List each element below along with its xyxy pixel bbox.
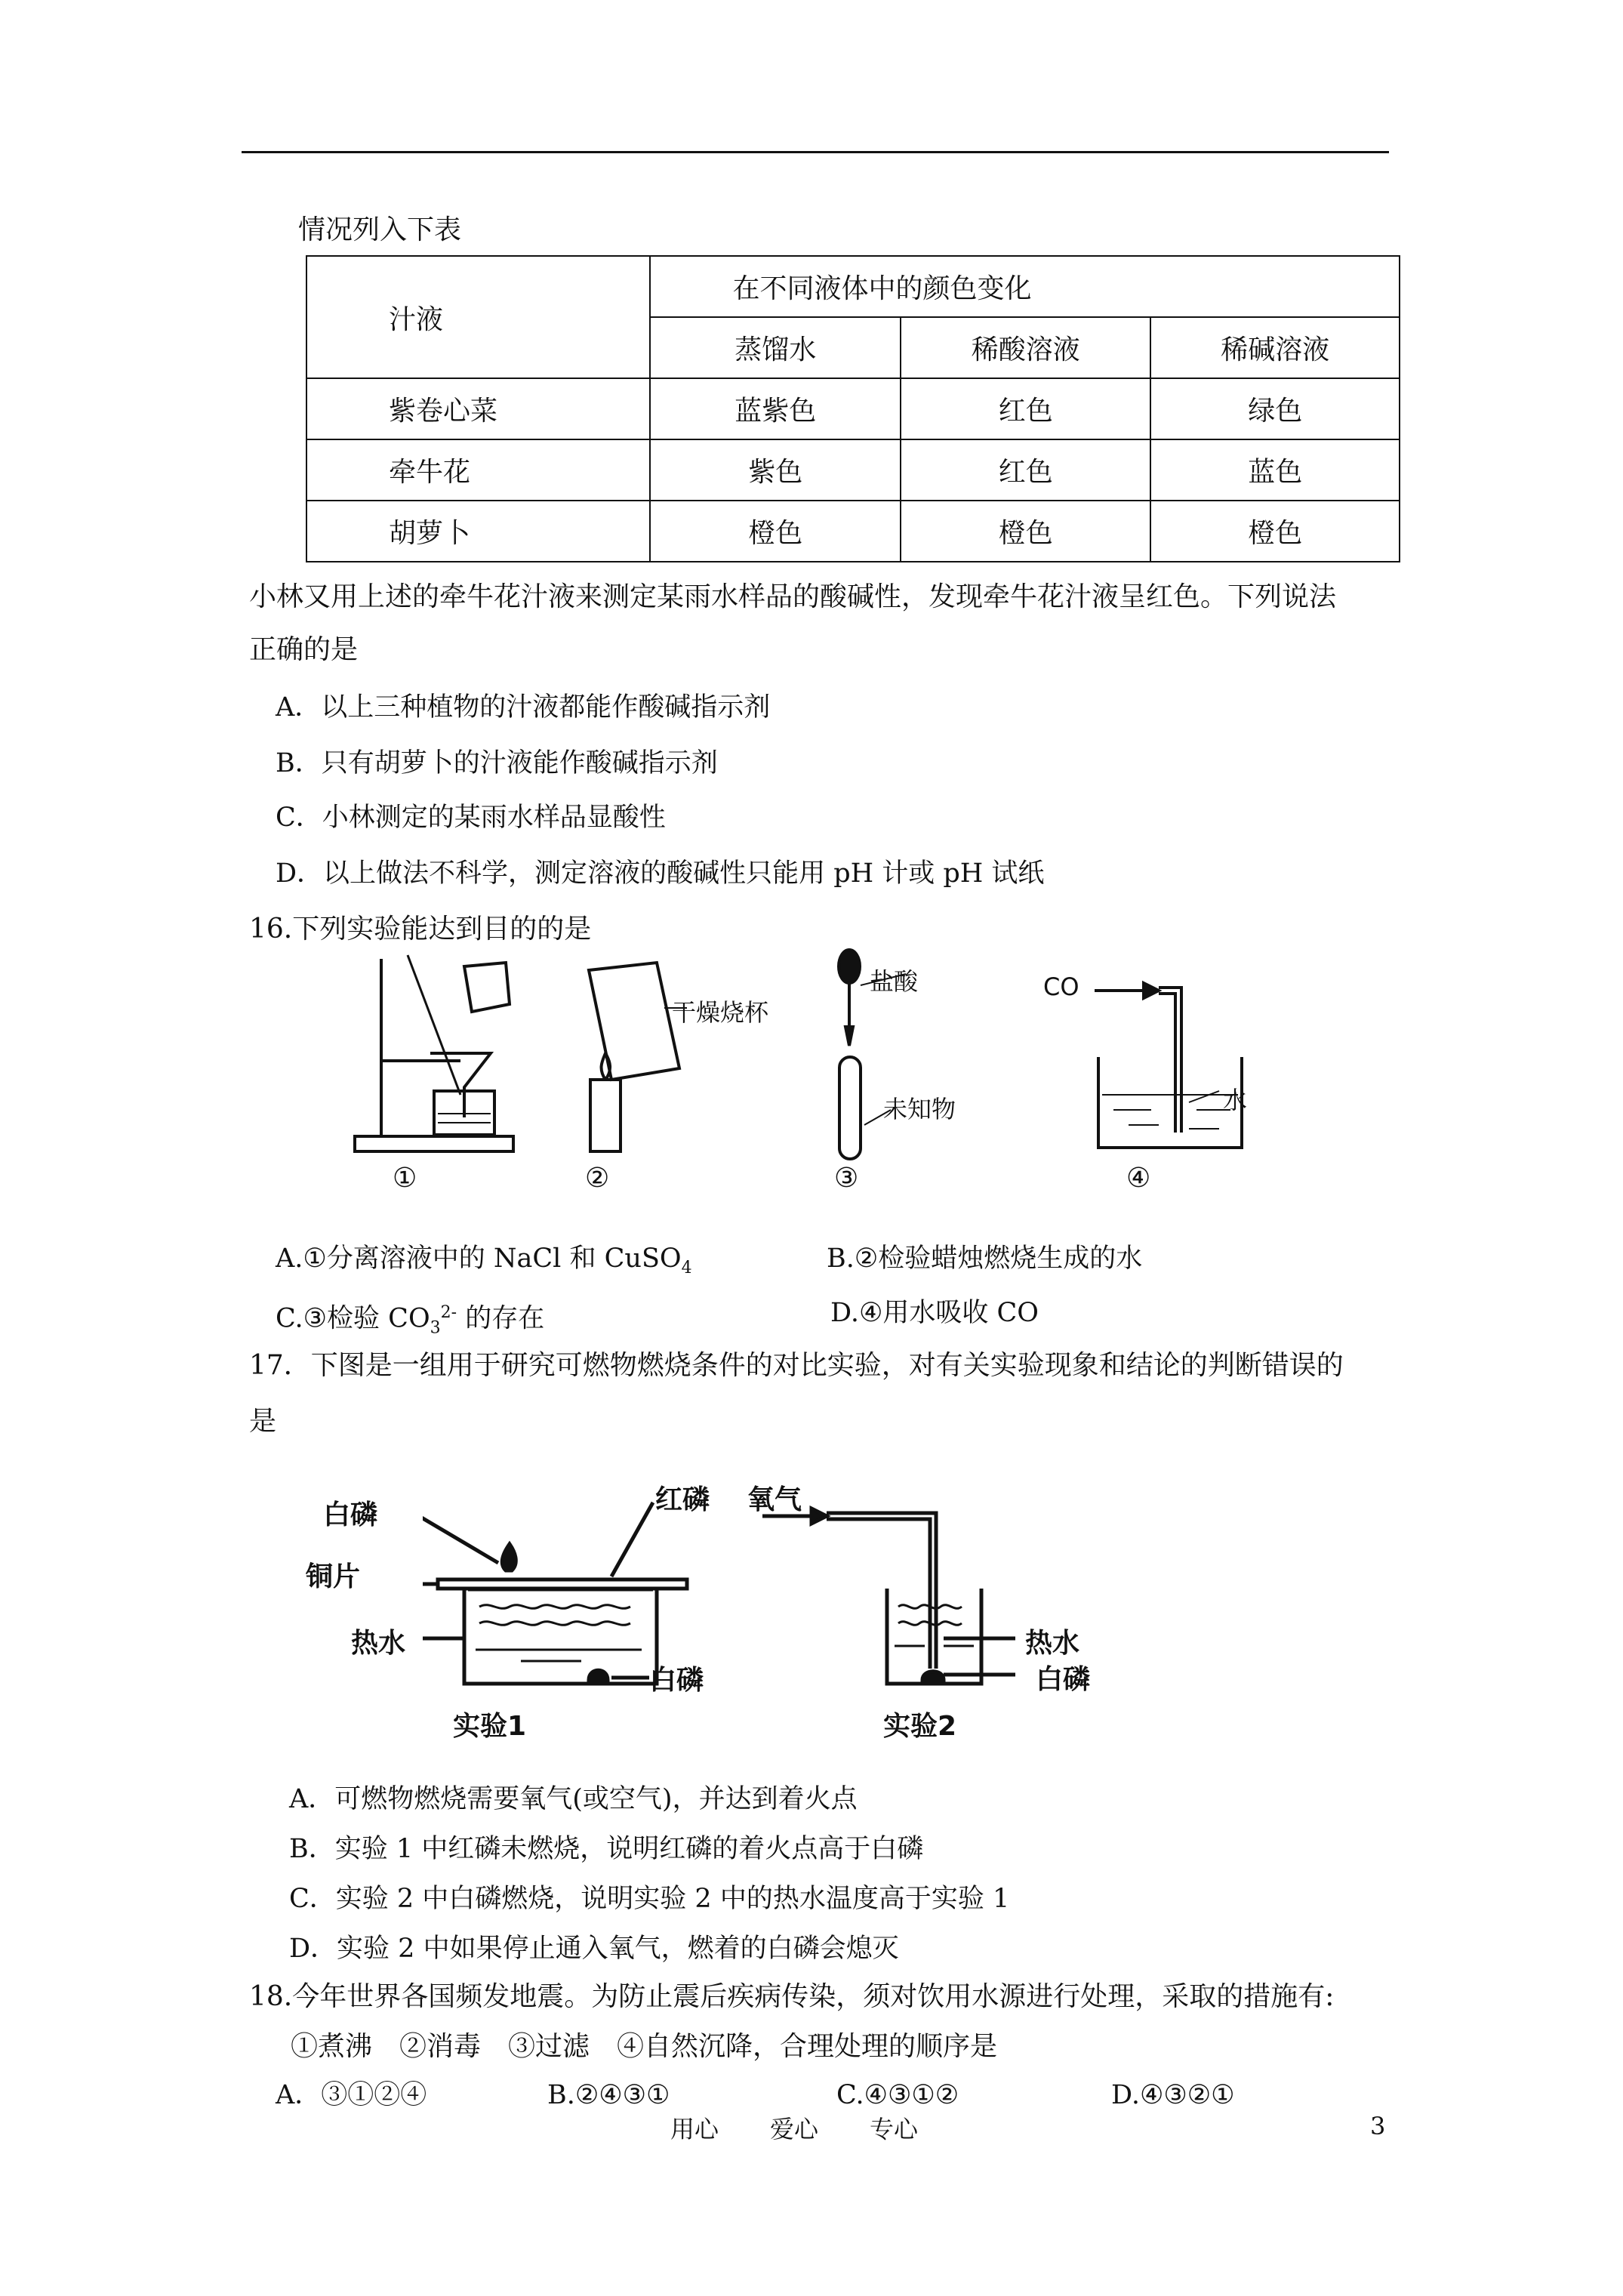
table-cell: 橙色 bbox=[1150, 501, 1400, 562]
table-cell: 蓝紫色 bbox=[650, 378, 901, 439]
q16-option-c-sup: 2- bbox=[440, 1303, 457, 1322]
q16-option-a-sub: 4 bbox=[681, 1259, 692, 1277]
table-row bbox=[306, 439, 1400, 501]
white-phosphorus-top-label: 白磷 bbox=[323, 1499, 378, 1530]
q18-option-d: D.④③②① bbox=[1111, 2080, 1235, 2110]
filtration-apparatus-figure bbox=[347, 948, 521, 1159]
fig-number-4: ④ bbox=[1126, 1163, 1151, 1194]
q18-option-c: C.④③①② bbox=[836, 2080, 959, 2110]
q15-stem-line1: 小林又用上述的牵牛花汁液来测定某雨水样品的酸碱性，发现牵牛花汁液呈红色。下列说法 bbox=[249, 581, 1337, 612]
q16-option-a-text: A.①分离溶液中的 NaCl 和 CuSO bbox=[276, 1244, 682, 1274]
copper-sheet-label: 铜片 bbox=[306, 1561, 361, 1592]
q15-option-a: A．以上三种植物的汁液都能作酸碱指示剂 bbox=[276, 692, 771, 723]
q17-option-b: B．实验 1 中红磷未燃烧，说明红磷的着火点高于白磷 bbox=[289, 1834, 924, 1864]
q17-stem-line1: 17．下图是一组用于研究可燃物燃烧条件的对比实验，对有关实验现象和结论的判断错误的 bbox=[249, 1350, 1344, 1381]
table-cell: 红色 bbox=[901, 439, 1151, 501]
q18-option-b: B.②④③① bbox=[547, 2080, 670, 2110]
q16-stem: 16.下列实验能达到目的的是 bbox=[249, 914, 592, 945]
table-col-header: 稀碱溶液 bbox=[1150, 317, 1400, 378]
q17-option-d: D．实验 2 中如果停止通入氧气，燃着的白磷会熄灭 bbox=[289, 1934, 899, 1964]
hot-water-label-1: 热水 bbox=[351, 1628, 406, 1659]
table-row bbox=[306, 501, 1400, 562]
hot-water-label-2: 热水 bbox=[1025, 1628, 1080, 1659]
white-phosphorus-label-2: 白磷 bbox=[1036, 1664, 1091, 1695]
table-corner: 汁液 bbox=[306, 256, 650, 378]
q15-option-d: D．以上做法不科学，测定溶液的酸碱性只能用 pH 计或 pH 试纸 bbox=[276, 858, 1045, 889]
q17-option-a: A．可燃物燃烧需要氧气(或空气)，并达到着火点 bbox=[289, 1784, 858, 1814]
candle-dry-beaker-figure bbox=[559, 948, 785, 1159]
juice-color-table bbox=[306, 255, 1400, 562]
table-cell: 绿色 bbox=[1150, 378, 1400, 439]
table-row bbox=[306, 378, 1400, 439]
q16-option-c bbox=[276, 1296, 544, 1346]
table-row-name: 胡萝卜 bbox=[306, 501, 650, 562]
table-cell: 红色 bbox=[901, 378, 1151, 439]
q15-stem-line2: 正确的是 bbox=[249, 634, 359, 665]
footer-left: 用心 bbox=[670, 2115, 719, 2143]
q16-option-d: D.④用水吸收 CO bbox=[830, 1298, 1039, 1328]
q18-stem-line2: ①煮沸 ②消毒 ③过滤 ④自然沉降，合理处理的顺序是 bbox=[291, 2031, 998, 2062]
page-number: 3 bbox=[1370, 2112, 1386, 2140]
table-row-name: 紫卷心菜 bbox=[306, 378, 650, 439]
q17-stem-line2: 是 bbox=[249, 1406, 277, 1437]
q18-option-a: A．③①②④ bbox=[276, 2080, 427, 2110]
intro-line: 情况列入下表 bbox=[298, 214, 462, 245]
hcl-label: 盐酸 bbox=[870, 967, 919, 996]
footer-right: 专心 bbox=[870, 2115, 919, 2143]
table-cell: 紫色 bbox=[650, 439, 901, 501]
dry-beaker-label: 干燥烧杯 bbox=[672, 998, 769, 1027]
fig-number-3: ③ bbox=[834, 1163, 859, 1194]
table-cell: 蓝色 bbox=[1150, 439, 1400, 501]
table-group-header: 在不同液体中的颜色变化 bbox=[650, 256, 1400, 317]
fig-number-2: ② bbox=[585, 1163, 610, 1194]
experiment-2-caption: 实验2 bbox=[883, 1711, 957, 1742]
q18-stem-line1: 18.今年世界各国频发地震。为防止震后疾病传染，须对饮用水源进行处理，采取的措施有: bbox=[249, 1981, 1335, 2012]
experiment-2-figure bbox=[762, 1480, 1034, 1699]
table-row-name: 牵牛花 bbox=[306, 439, 650, 501]
header-rule bbox=[242, 151, 1389, 153]
q15-option-c: C．小林测定的某雨水样品显酸性 bbox=[276, 803, 666, 833]
q16-option-a bbox=[276, 1241, 692, 1286]
table-cell: 橙色 bbox=[901, 501, 1151, 562]
oxygen-label: 氧气 bbox=[747, 1484, 802, 1515]
q16-option-c-tail: 的存在 bbox=[457, 1303, 545, 1334]
white-phosphorus-bottom-label-1: 白磷 bbox=[649, 1665, 704, 1696]
unknown-label: 未知物 bbox=[883, 1095, 956, 1123]
q15-option-b: B．只有胡萝卜的汁液能作酸碱指示剂 bbox=[276, 748, 718, 778]
experiment-1-caption: 实验1 bbox=[453, 1711, 527, 1742]
q16-option-c-text: C.③检验 CO bbox=[276, 1303, 430, 1334]
footer-middle: 爱心 bbox=[770, 2115, 819, 2143]
table-cell: 橙色 bbox=[650, 501, 901, 562]
table-col-header: 蒸馏水 bbox=[650, 317, 901, 378]
table-col-header: 稀酸溶液 bbox=[901, 317, 1151, 378]
q16-option-c-sub: 3 bbox=[430, 1318, 441, 1338]
co-label: CO bbox=[1043, 972, 1079, 1001]
fig-number-1: ① bbox=[393, 1163, 417, 1194]
q17-option-c: C．实验 2 中白磷燃烧，说明实验 2 中的热水温度高于实验 1 bbox=[289, 1884, 1010, 1914]
q16-option-b: B.②检验蜡烛燃烧生成的水 bbox=[827, 1244, 1143, 1274]
water-label: 水 bbox=[1223, 1086, 1248, 1114]
red-phosphorus-label: 红磷 bbox=[655, 1484, 710, 1515]
